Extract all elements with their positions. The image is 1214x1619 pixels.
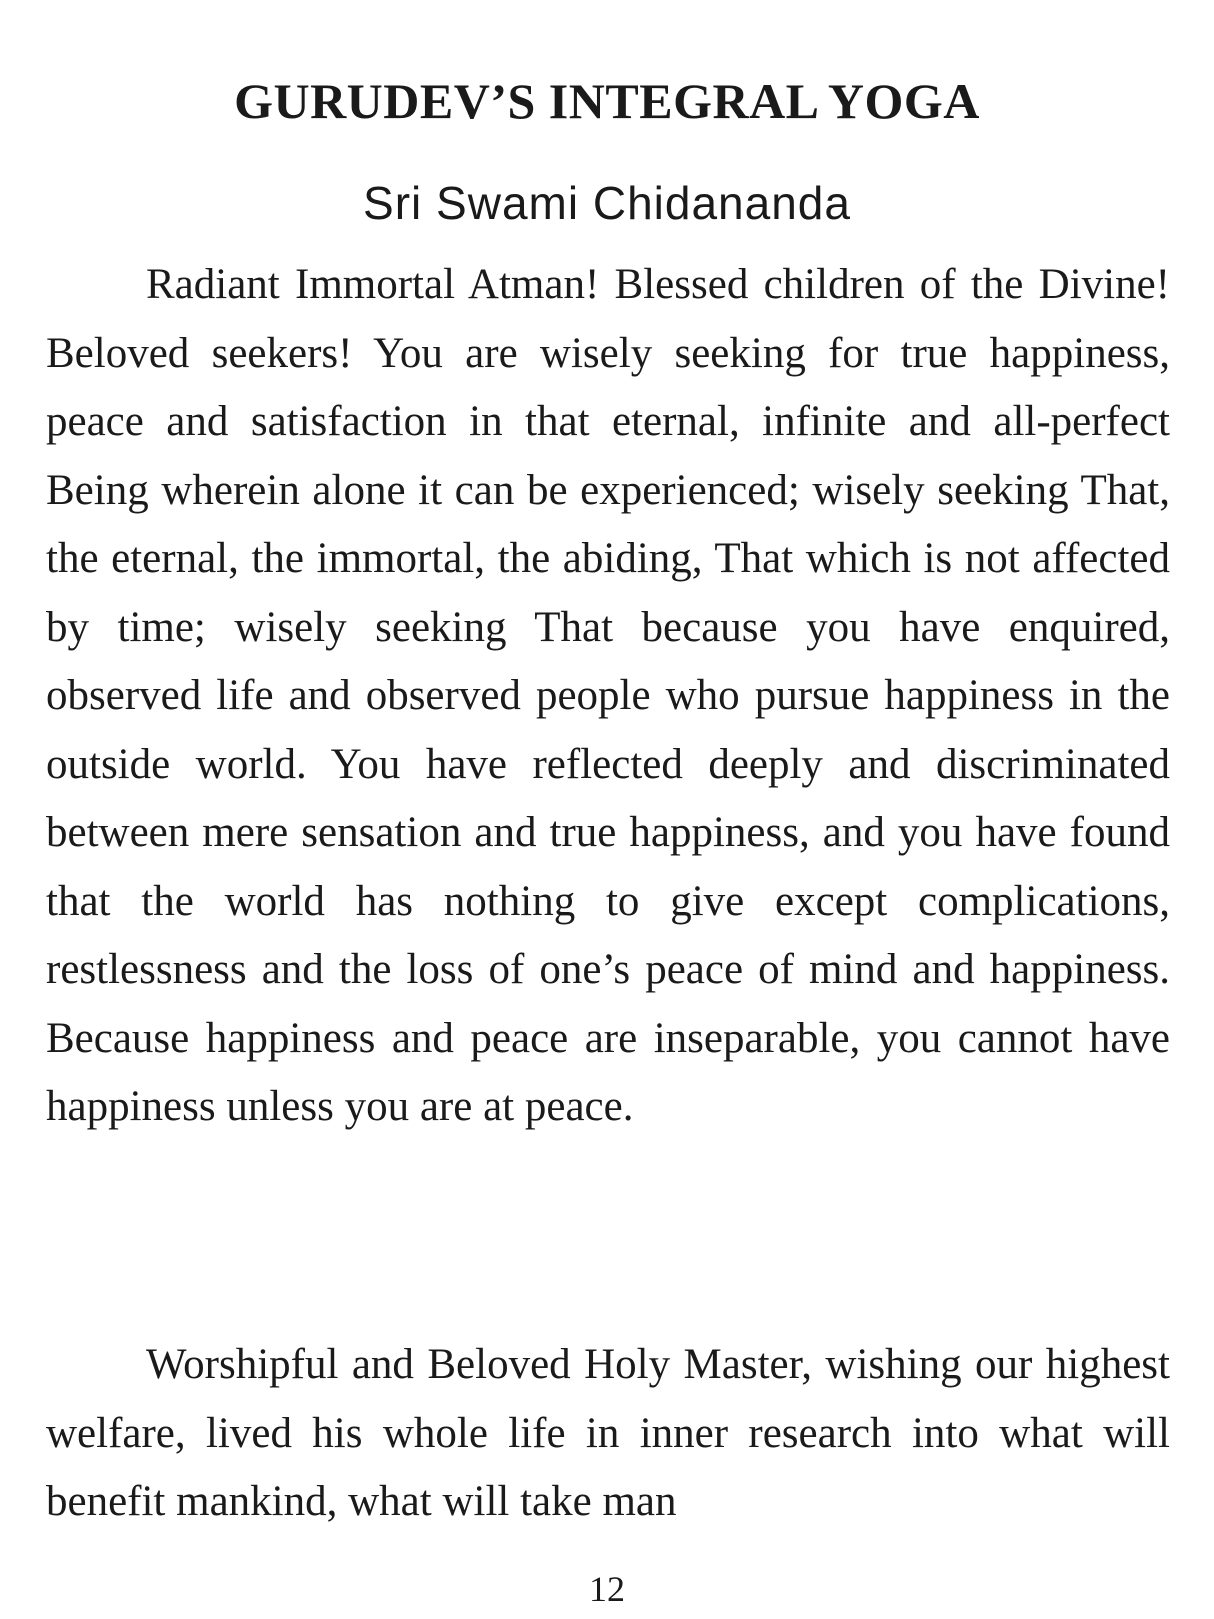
paragraph: Worshipful and Beloved Holy Master, wishing our highest welfare, lived his whole life in inner research into what will benefit mankind, what will take man bbox=[46, 1341, 1170, 1525]
page-title: GURUDEV’S INTEGRAL YOGA bbox=[234, 73, 980, 129]
author-name: Sri Swami Chidananda bbox=[363, 177, 851, 229]
page-number: 12 bbox=[589, 1569, 625, 1609]
paragraph: Radiant Immortal Atman! Blessed children of the Divine! Beloved seekers! You are wisely seeking for true happiness, peace and satisfaction in that eternal, infinite and all-perfect Being wherein alone it can be experienced; wisely seeking That, the eternal, the immortal, the abiding, That which is not affected by time; wisely seeking That because you have enquired, observed life and observed people who pursue happiness in the outside world. You have reflected deeply and discriminated between mere sensation and true happiness, and you have found that the world has nothing to give except complications, restlessness and the loss of one’s peace of mind and happiness. Because happiness and peace are inseparable, you cannot have happiness unless you are at peace. bbox=[46, 261, 1170, 1130]
